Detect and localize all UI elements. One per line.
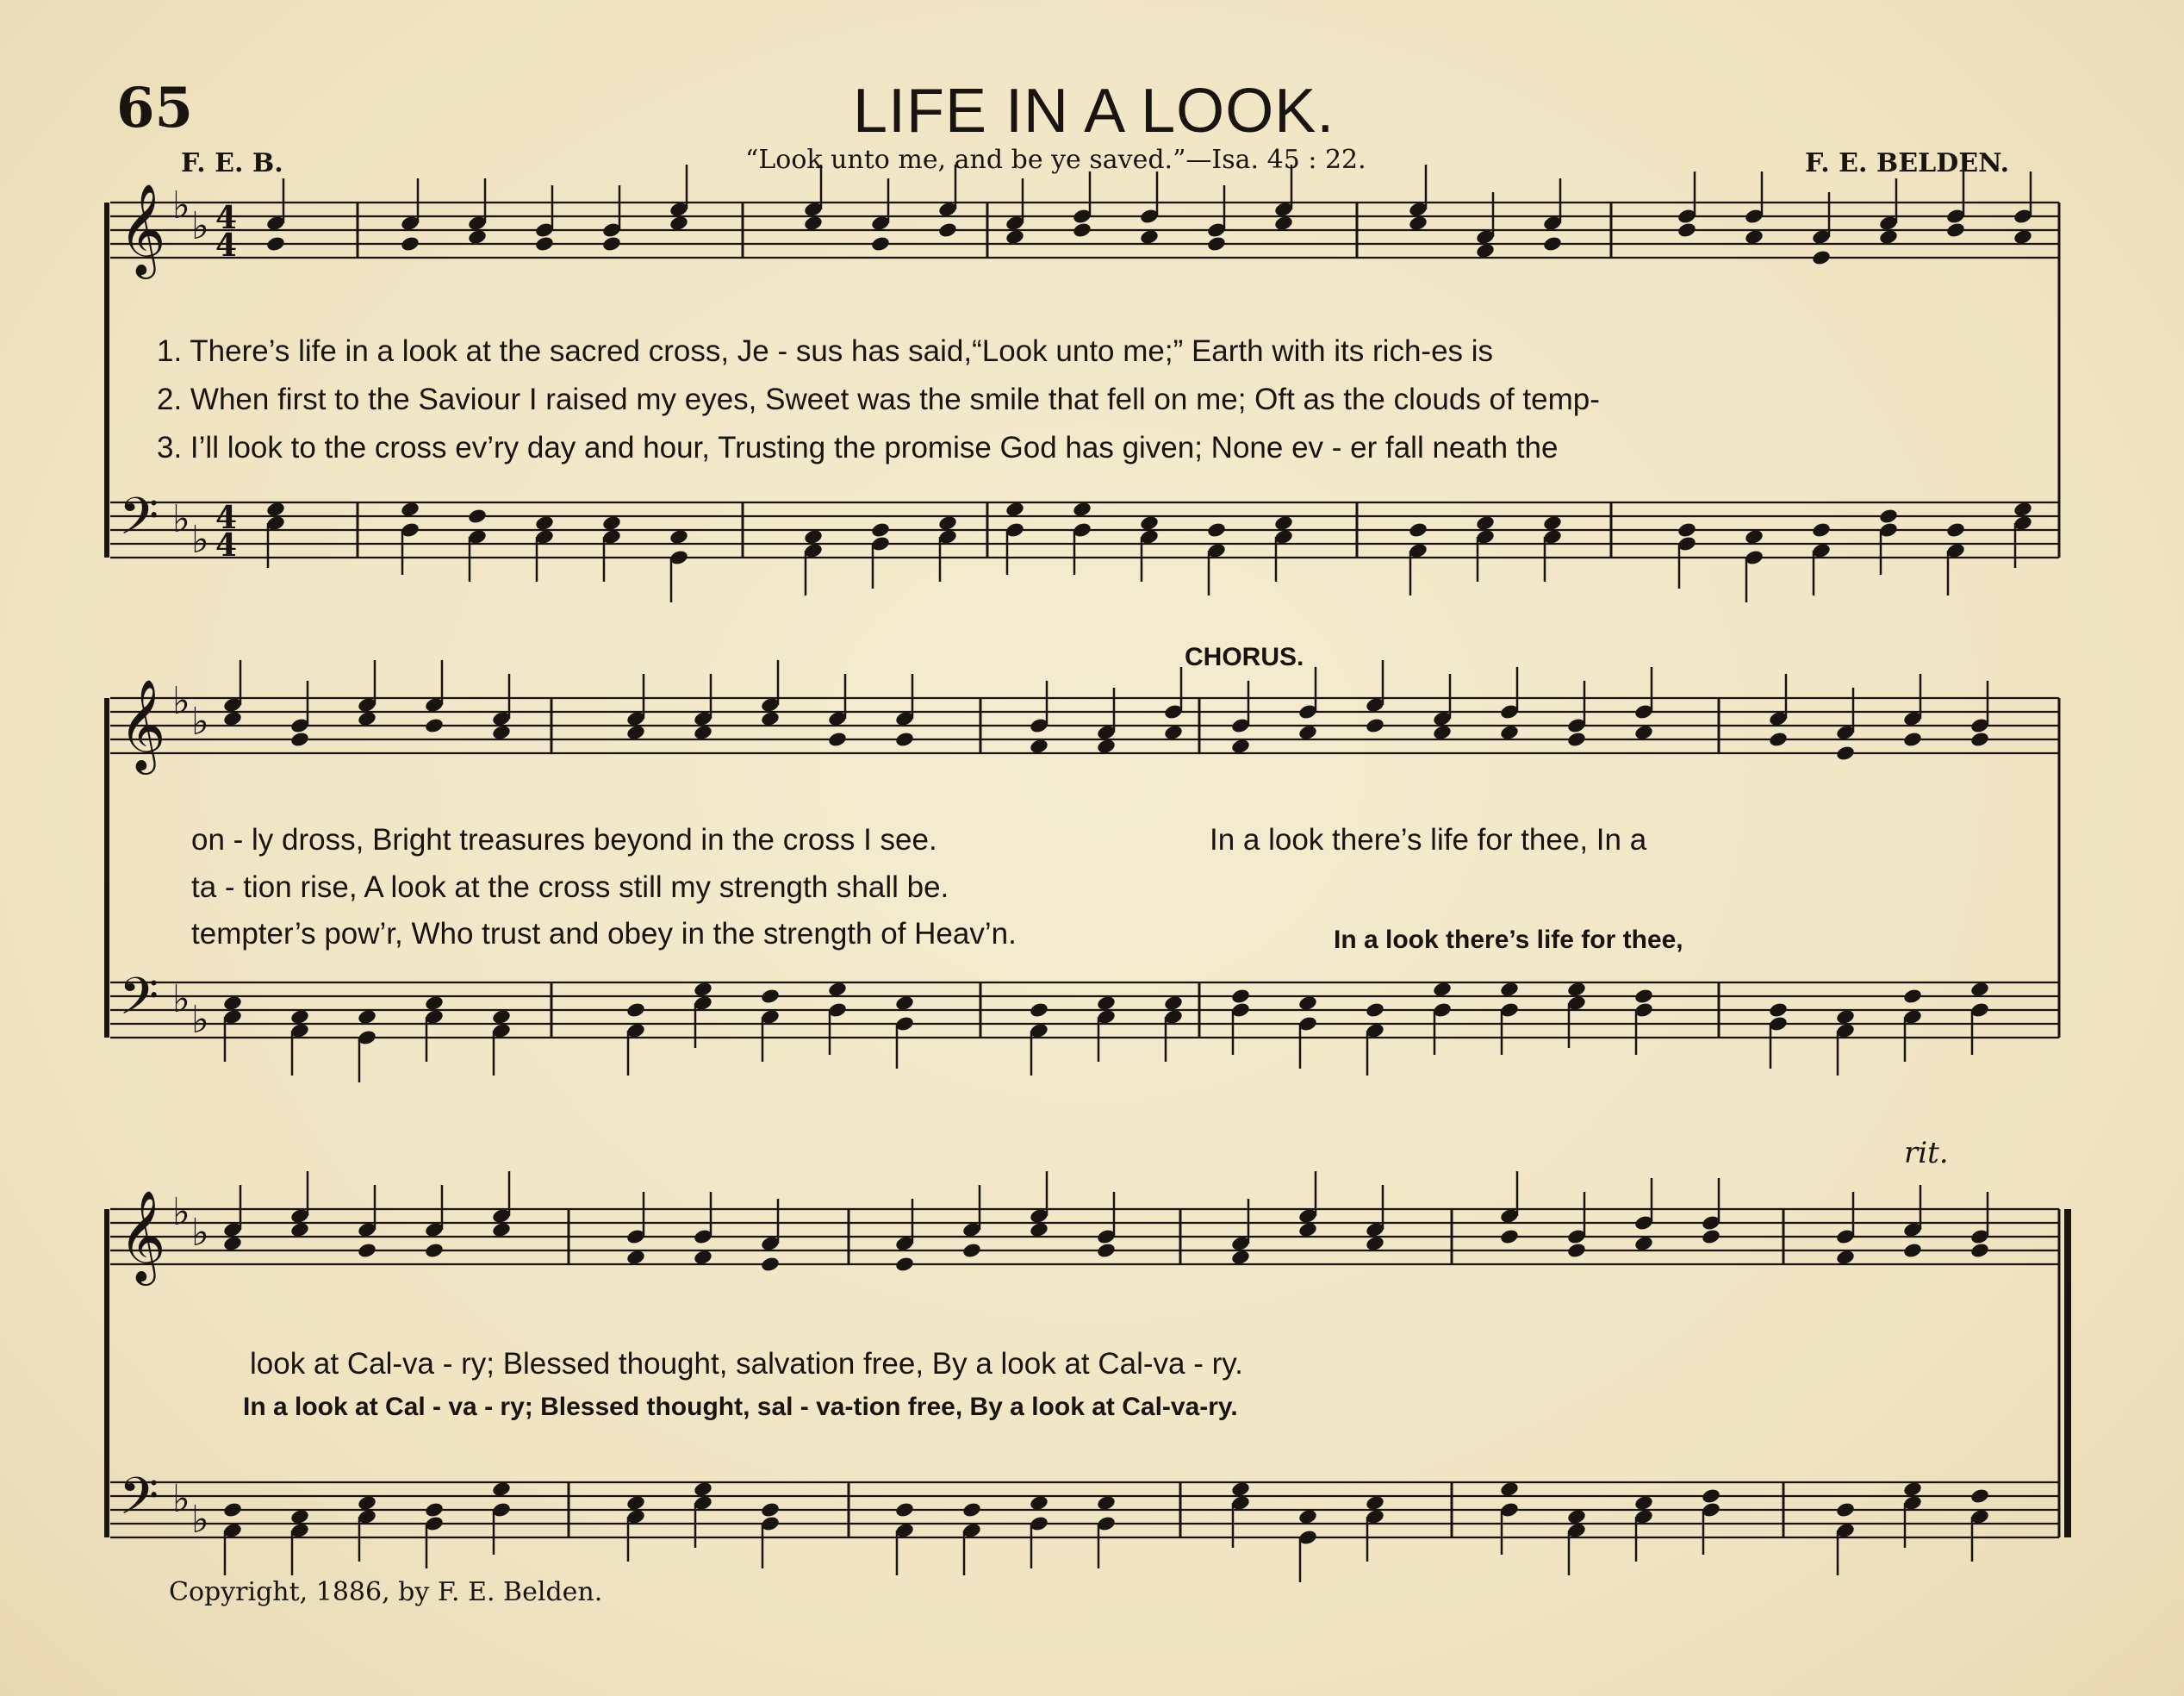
treble-clef-icon: 𝄞 (119, 1189, 166, 1281)
note-head (1677, 221, 1697, 239)
flat-icon: ♭ (172, 184, 190, 228)
verse-1-line-2: on - ly dross, Bright treasures beyond in the cross I see. (191, 823, 937, 857)
note-head (1835, 1501, 1856, 1518)
lyricist-initials: F. E. B. (181, 148, 283, 178)
hymn-number: 65 (116, 76, 194, 140)
note-head (289, 731, 310, 748)
note-head (1902, 1242, 1923, 1259)
note-head (1499, 1228, 1520, 1245)
note-head (400, 235, 420, 253)
note-head (1408, 521, 1428, 539)
flat-icon: ♭ (191, 700, 209, 744)
note-head (1969, 1242, 1990, 1259)
flat-icon: ♭ (191, 1211, 209, 1255)
bass-clef-icon: 𝄢 (119, 966, 159, 1038)
note-head (937, 221, 958, 239)
chorus-label: CHORUS. (1185, 643, 1304, 671)
note-head (1701, 1487, 1721, 1505)
note-head (1677, 521, 1697, 539)
note-head (1811, 249, 1832, 266)
note-head (961, 1242, 982, 1259)
time-signature: 4 (215, 228, 238, 264)
note-head (1365, 717, 1385, 734)
note-head (894, 1501, 915, 1518)
verse-3-line-2: tempter’s pow’r, Who trust and obey in the strength of Heav’n. (191, 917, 1017, 951)
flat-icon: ♭ (191, 998, 209, 1042)
chorus-bass-lyrics-row-3: In a look at Cal - va - ry; Blessed thought, sal - va-tion free, By a look at Cal-va-ry. (243, 1393, 1238, 1421)
flat-icon: ♭ (172, 679, 190, 723)
verse-1-line-1: 1. There’s life in a look at the sacred cross, Je - sus has said,“Look unto me;” Earth with its rich-es is (157, 334, 1494, 368)
note-head (424, 1501, 445, 1518)
note-head (1542, 235, 1563, 253)
verse-2-line-2: ta - tion rise, A look at the cross still my strength shall be. (191, 870, 949, 904)
note-head (894, 731, 915, 748)
note-head (1566, 731, 1587, 748)
note-head (534, 235, 555, 253)
flat-icon: ♭ (191, 204, 209, 248)
note-head (1969, 1487, 1990, 1505)
time-signature: 4 (215, 200, 238, 236)
chorus-bass-lyrics-row-2: In a look there’s life for thee, (1334, 926, 1683, 954)
flat-icon: ♭ (172, 977, 190, 1021)
composer-credit: F. E. BELDEN. (1805, 148, 2010, 178)
flat-icon: ♭ (191, 1498, 209, 1542)
note-head (424, 1242, 445, 1259)
note-head (1902, 731, 1923, 748)
note-head (601, 235, 622, 253)
flat-icon: ♭ (191, 518, 209, 562)
note-head (265, 235, 286, 253)
note-head (1969, 731, 1990, 748)
note-head (1566, 1242, 1587, 1259)
note-head (357, 1242, 377, 1259)
time-signature: 4 (215, 500, 238, 536)
note-head (1633, 988, 1654, 1005)
note-head (1768, 1001, 1789, 1019)
note-head (827, 731, 848, 748)
note-head (625, 1001, 646, 1019)
note-head (760, 988, 781, 1005)
note-head (467, 508, 488, 525)
copyright-notice: Copyright, 1886, by F. E. Belden. (169, 1577, 603, 1607)
note-head (1945, 521, 1966, 539)
verse-2-line-1: 2. When first to the Saviour I raised my eyes, Sweet was the smile that fell on me; Oft as the clouds of temp- (157, 383, 1600, 416)
bass-clef-icon: 𝄢 (119, 486, 159, 558)
note-head (1029, 1001, 1049, 1019)
treble-clef-icon: 𝄞 (119, 678, 166, 770)
time-signature: 4 (215, 527, 238, 564)
chorus-soprano-lyrics-row-2: In a look there’s life for thee, In a (1210, 823, 1647, 857)
verse-3-line-1: 3. I’ll look to the cross ev’ry day and hour, Trusting the promise God has given; None ev - er fall neath the (157, 431, 1559, 465)
note-head (1701, 1228, 1721, 1245)
scripture-reference: “Look unto me, and be ye saved.”—Isa. 45 : 22. (745, 145, 1366, 175)
note-head (424, 717, 445, 734)
flat-icon: ♭ (172, 1477, 190, 1521)
note-head (1768, 731, 1789, 748)
flat-icon: ♭ (172, 497, 190, 541)
chorus-soprano-lyrics-row-3: look at Cal-va - ry; Blessed thought, salvation free, By a look at Cal-va - ry. (250, 1347, 1243, 1381)
hymn-title: LIFE IN A LOOK. (853, 77, 1335, 146)
note-head (1206, 521, 1227, 539)
flat-icon: ♭ (172, 1190, 190, 1234)
note-head (870, 521, 891, 539)
note-head (894, 1256, 915, 1273)
note-head (870, 235, 891, 253)
note-head (961, 1501, 982, 1518)
note-head (760, 1501, 781, 1518)
note-head (1902, 988, 1923, 1005)
note-head (1811, 521, 1832, 539)
treble-clef-icon: 𝄞 (119, 183, 166, 275)
note-head (1878, 508, 1899, 525)
note-head (1230, 988, 1251, 1005)
ritardando-marking: rit. (1904, 1136, 1949, 1170)
note-head (1945, 221, 1966, 239)
note-head (760, 1256, 781, 1273)
note-head (1835, 745, 1856, 762)
note-head (1096, 1242, 1117, 1259)
note-head (1206, 235, 1227, 253)
note-head (222, 1501, 243, 1518)
note-head (1365, 1001, 1385, 1019)
bass-clef-icon: 𝄢 (119, 1466, 159, 1538)
note-head (1072, 221, 1092, 239)
